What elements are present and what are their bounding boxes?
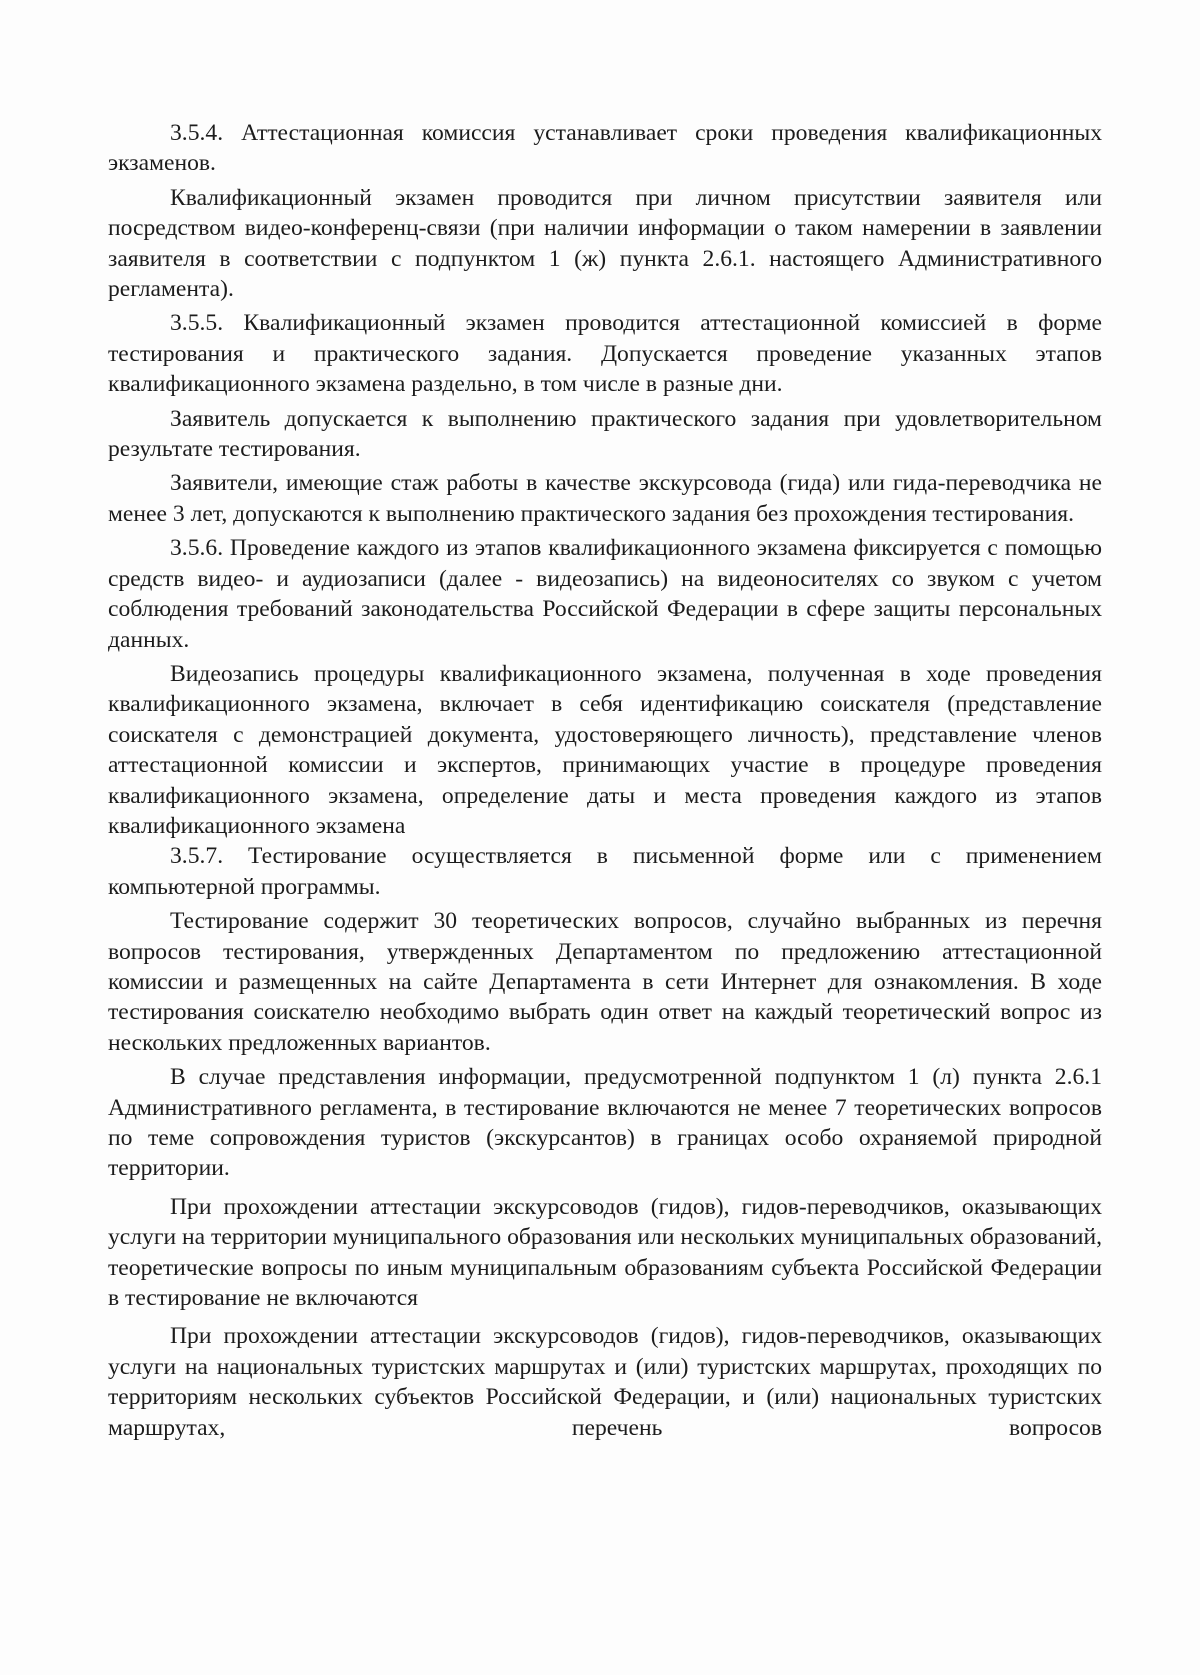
paragraph-3-5-6: 3.5.6. Проведение каждого из этапов квалификационного экзамена фиксируется с помощью средств видео- и аудиозаписи (далее - видеозапись) на видеоносителях со звуком с учетом соблюдения требований законодательства Российской Федерации в сфере защиты персональных данных. <box>108 535 1102 653</box>
paragraph-3-5-5: 3.5.5. Квалификационный экзамен проводится аттестационной комиссией в форме тестирования и практического задания. Допускается проведение указанных этапов квалификационного экзамена раздельно, в том числе в разные дни. <box>108 310 1102 398</box>
document-body <box>108 118 1102 1443</box>
paragraph-video-recording: Видеозапись процедуры квалификационного экзамена, полученная в ходе проведения квалификационного экзамена, включает в себя идентификацию соискателя (представление соискателя с демонстрацией документа, удостоверяющего личность), представление членов аттестационной комиссии и экспертов, принимающих участие в процедуре проведения квалификационного экзамена, определение даты и места проведения каждого из этапов квалификационного экзамена <box>108 660 1102 839</box>
paragraph-exam-attendance: Квалификационный экзамен проводится при личном присутствии заявителя или посредством видео-конференц-связи (при наличии информации о таком намерении в заявлении заявителя в соответствии с подпунктом 1 (ж) пункта 2.6.1. настоящего Административного регламента). <box>108 184 1102 303</box>
paragraph-municipal-attestation: При прохождении аттестации экскурсоводов (гидов), гидов-переводчиков, оказывающих услуги на территории муниципального образования или нескольких муниципальных образований, теоретические вопросы по иным муниципальным образованиям субъекта Российской Федерации в тестирование не включаются <box>108 1193 1102 1312</box>
paragraph-protected-territory: В случае представления информации, предусмотренной подпунктом 1 (л) пункта 2.6.1 Административного регламента, в тестирование включаются не менее 7 теоретических вопросов по теме сопровождения туристов (экскурсантов) в границах особо охраняемой природной территории. <box>108 1064 1102 1182</box>
paragraph-3-5-4: 3.5.4. Аттестационная комиссия устанавливает сроки проведения квалификационных экзаменов. <box>108 120 1102 177</box>
paragraph-3-5-7: 3.5.7. Тестирование осуществляется в письменной форме или с применением компьютерной программы. <box>108 843 1102 900</box>
paragraph-test-content: Тестирование содержит 30 теоретических вопросов, случайно выбранных из перечня вопросов тестирования, утвержденных Департаментом по предложению аттестационной комиссии и размещенных на сайте Департамента в сети Интернет для ознакомления. В ходе тестирования соискателю необходимо выбрать один ответ на каждый теоретический вопрос из нескольких предложенных вариантов. <box>108 908 1102 1056</box>
paragraph-admission-to-practical: Заявитель допускается к выполнению практического задания при удовлетворительном результате тестирования. <box>108 405 1102 463</box>
paragraph-experienced-applicants: Заявители, имеющие стаж работы в качестве экскурсовода (гида) или гида-переводчика не менее 3 лет, допускаются к выполнению практического задания без прохождения тестирования. <box>108 470 1102 527</box>
paragraph-national-routes: При прохождении аттестации экскурсоводов (гидов), гидов-переводчиков, оказывающих услуги на национальных туристских маршрутах и (или) туристских маршрутах, проходящих по территориям нескольких субъектов Российской Федерации, и (или) национальных туристских маршрутах, перечень вопросов <box>108 1323 1102 1441</box>
